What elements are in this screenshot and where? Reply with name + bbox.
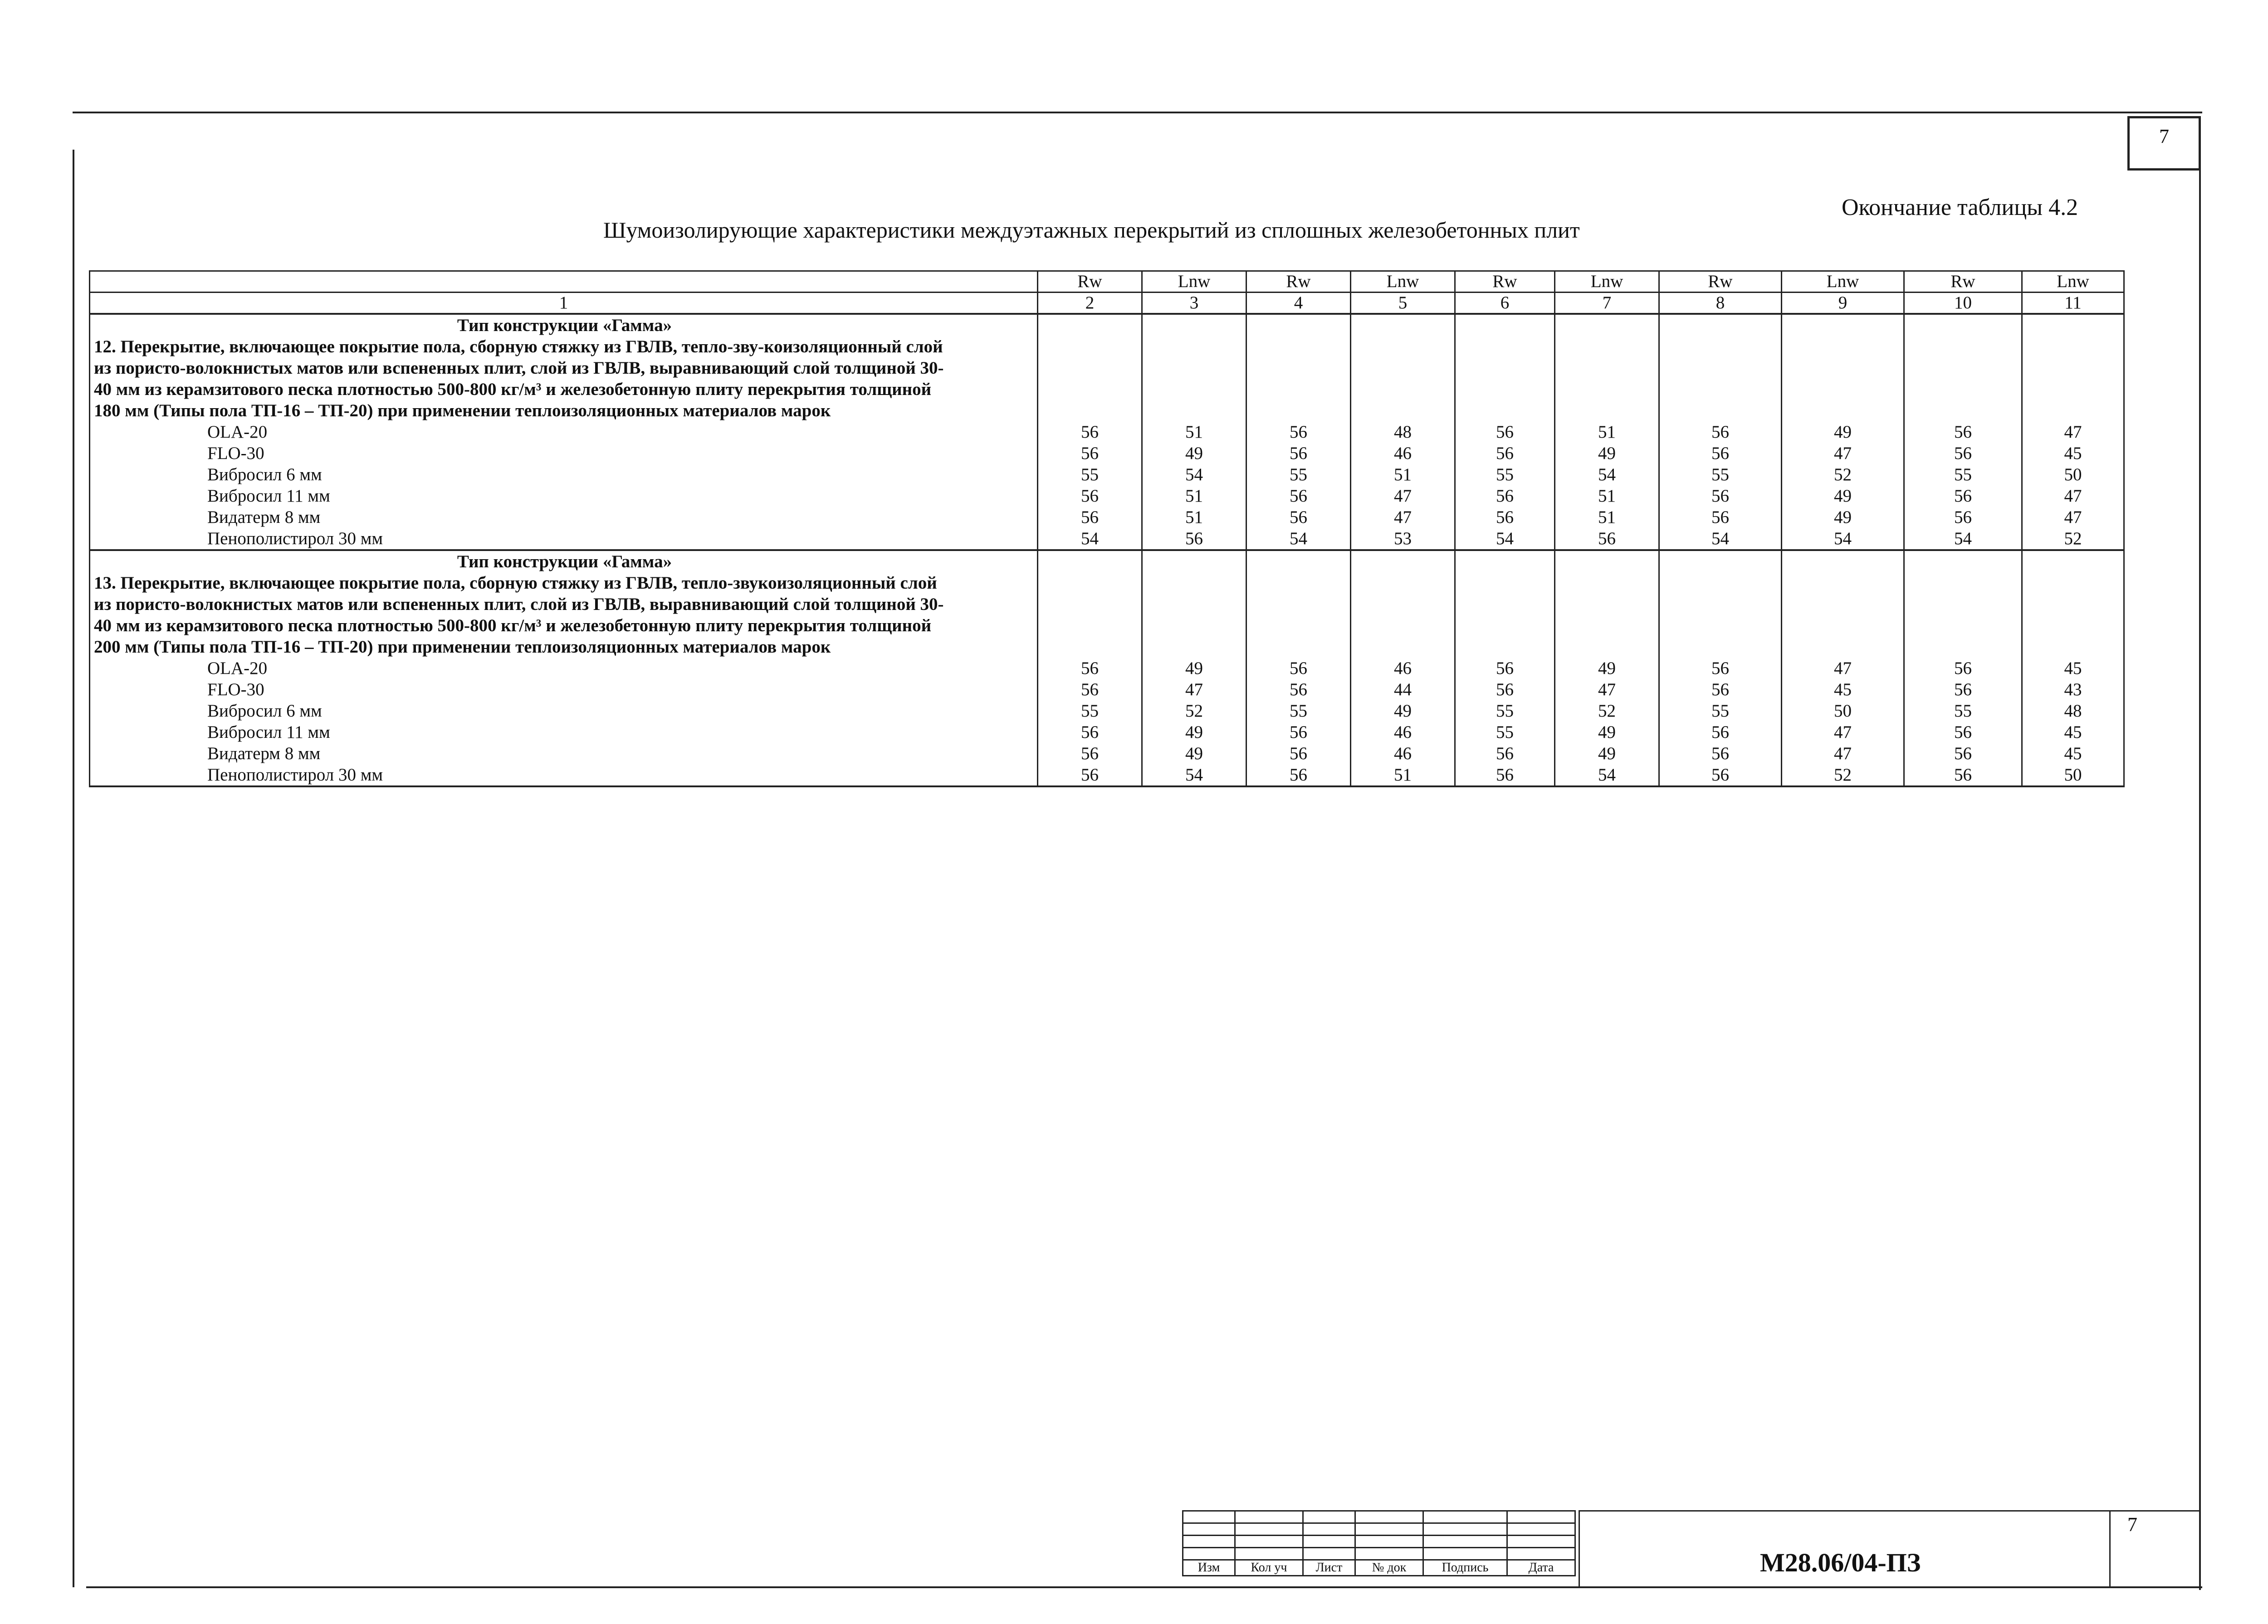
header-cell: Lnw xyxy=(1782,271,1904,293)
table-title: Шумоизолирующие характеристики междуэтажных перекрытий из сплошных железобетонных плит xyxy=(603,217,1580,243)
column-number: 8 xyxy=(1659,293,1782,314)
values-column-10 xyxy=(1904,550,2022,786)
value-cell: 43 xyxy=(2064,680,2082,699)
value-cell: 56 xyxy=(1290,744,1307,763)
values-column-7 xyxy=(1555,314,1659,550)
value-cell: 56 xyxy=(1290,486,1307,506)
material-name: Видатерм 8 мм xyxy=(207,744,321,763)
value-cell: 55 xyxy=(1290,465,1307,484)
value-cell: 56 xyxy=(1081,765,1099,785)
stamp-top-line xyxy=(1579,1510,2200,1512)
column-number: 10 xyxy=(1904,293,2022,314)
value-cell: 49 xyxy=(1394,701,1412,721)
stamp-grid xyxy=(1182,1510,1576,1576)
value-cell: 49 xyxy=(1185,744,1203,763)
value-cell: 56 xyxy=(1290,658,1307,678)
value-cell: 54 xyxy=(1185,765,1203,785)
column-number: 5 xyxy=(1351,293,1455,314)
value-cell: 56 xyxy=(1954,680,1972,699)
stamp-divider xyxy=(1579,1510,1580,1587)
value-cell: 56 xyxy=(1711,765,1729,785)
construction-type-heading: Тип конструкции «Гамма» xyxy=(457,316,672,335)
values-column-8 xyxy=(1659,550,1782,786)
value-cell: 46 xyxy=(1394,658,1412,678)
value-cell: 56 xyxy=(1496,507,1514,527)
material-name: Вибросил 11 мм xyxy=(207,722,330,742)
value-cell: 47 xyxy=(1834,744,1852,763)
value-cell: 47 xyxy=(1834,444,1852,463)
description-line: из пористо-волокнистых матов или вспененных плит, слой из ГВЛВ, выравнивающий слой толщиной 30- xyxy=(94,358,944,378)
stamp-column-label: Подпись xyxy=(1423,1560,1507,1576)
value-cell: 56 xyxy=(1711,722,1729,742)
value-cell: 51 xyxy=(1185,486,1203,506)
value-cell: 56 xyxy=(1711,658,1729,678)
value-cell: 56 xyxy=(1081,722,1099,742)
column-number: 9 xyxy=(1782,293,1904,314)
value-cell: 47 xyxy=(1834,722,1852,742)
stamp-column-label: Кол уч xyxy=(1235,1560,1303,1576)
values-column-6 xyxy=(1455,550,1555,786)
value-cell: 45 xyxy=(2064,658,2082,678)
description-line: 180 мм (Типы пола ТП-16 – ТП-20) при применении теплоизоляционных материалов марок xyxy=(94,401,831,420)
material-name: FLO-30 xyxy=(207,444,264,463)
value-cell: 56 xyxy=(1711,507,1729,527)
material-name: Вибросил 6 мм xyxy=(207,465,322,484)
value-cell: 49 xyxy=(1185,658,1203,678)
value-cell: 52 xyxy=(1834,465,1852,484)
value-cell: 54 xyxy=(1185,465,1203,484)
value-cell: 47 xyxy=(1394,507,1412,527)
value-cell: 55 xyxy=(1954,701,1972,721)
column-number: 3 xyxy=(1142,293,1246,314)
material-name: OLA-20 xyxy=(207,658,268,678)
value-cell: 51 xyxy=(1185,507,1203,527)
value-cell: 56 xyxy=(1081,507,1099,527)
value-cell: 55 xyxy=(1954,465,1972,484)
column-number: 2 xyxy=(1038,293,1142,314)
stamp-column-label: Изм xyxy=(1183,1560,1235,1576)
value-cell: 56 xyxy=(1598,529,1616,548)
value-cell: 47 xyxy=(1598,680,1616,699)
bottom-frame-line xyxy=(86,1586,2202,1588)
values-column-2 xyxy=(1038,550,1142,786)
material-name: Пенополистирол 30 мм xyxy=(207,529,383,548)
header-cell: Lnw xyxy=(1351,271,1455,293)
column-number: 7 xyxy=(1555,293,1659,314)
column-number: 1 xyxy=(90,293,1038,314)
value-cell: 56 xyxy=(1954,744,1972,763)
value-cell: 51 xyxy=(1598,422,1616,442)
value-cell: 56 xyxy=(1711,444,1729,463)
value-cell: 47 xyxy=(1834,658,1852,678)
value-cell: 50 xyxy=(2064,465,2082,484)
stamp-column-label: № док xyxy=(1355,1560,1423,1576)
header-cell: Rw xyxy=(1455,271,1555,293)
value-cell: 51 xyxy=(1394,765,1412,785)
column-number: 6 xyxy=(1455,293,1555,314)
header-cell xyxy=(90,271,1038,293)
stamp-column-label: Лист xyxy=(1303,1560,1355,1576)
table-continuation-label: Окончание таблицы 4.2 xyxy=(1842,195,2078,220)
value-cell: 50 xyxy=(1834,701,1852,721)
value-cell: 55 xyxy=(1496,701,1514,721)
values-column-3 xyxy=(1142,550,1246,786)
value-cell: 56 xyxy=(1081,486,1099,506)
material-name: Вибросил 11 мм xyxy=(207,486,330,506)
stamp-sheet-divider xyxy=(2109,1510,2111,1587)
value-cell: 52 xyxy=(2064,529,2082,548)
values-column-10 xyxy=(1904,314,2022,550)
header-cell: Lnw xyxy=(1555,271,1659,293)
value-cell: 56 xyxy=(1081,422,1099,442)
value-cell: 54 xyxy=(1081,529,1099,548)
value-cell: 56 xyxy=(1711,486,1729,506)
value-cell: 56 xyxy=(1081,680,1099,699)
right-frame-line xyxy=(2199,171,2201,1590)
value-cell: 44 xyxy=(1394,680,1412,699)
material-name: FLO-30 xyxy=(207,680,264,699)
value-cell: 56 xyxy=(1954,507,1972,527)
value-cell: 49 xyxy=(1834,486,1852,506)
value-cell: 53 xyxy=(1394,529,1412,548)
description-line: 12. Перекрытие, включающее покрытие пола, сборную стяжку из ГВЛВ, тепло-зву-коизоляционный слой xyxy=(94,337,943,356)
value-cell: 56 xyxy=(1290,722,1307,742)
sheet-number: 7 xyxy=(2127,1513,2137,1536)
value-cell: 55 xyxy=(1496,465,1514,484)
value-cell: 54 xyxy=(1598,765,1616,785)
value-cell: 45 xyxy=(1834,680,1852,699)
value-cell: 56 xyxy=(1185,529,1203,548)
value-cell: 46 xyxy=(1394,722,1412,742)
values-column-7 xyxy=(1555,550,1659,786)
value-cell: 54 xyxy=(1954,529,1972,548)
value-cell: 56 xyxy=(1496,444,1514,463)
value-cell: 54 xyxy=(1598,465,1616,484)
value-cell: 48 xyxy=(1394,422,1412,442)
value-cell: 49 xyxy=(1598,658,1616,678)
header-cell: Lnw xyxy=(2022,271,2124,293)
description-line: 40 мм из керамзитового песка плотностью 500-800 кг/м³ и железобетонную плиту перекрытия толщиной xyxy=(94,616,932,635)
value-cell: 51 xyxy=(1598,507,1616,527)
header-cell: Rw xyxy=(1038,271,1142,293)
value-cell: 48 xyxy=(2064,701,2082,721)
value-cell: 55 xyxy=(1290,701,1307,721)
value-cell: 45 xyxy=(2064,722,2082,742)
value-cell: 54 xyxy=(1711,529,1729,548)
value-cell: 56 xyxy=(1081,658,1099,678)
values-column-6 xyxy=(1455,314,1555,550)
values-column-5 xyxy=(1351,314,1455,550)
value-cell: 56 xyxy=(1290,765,1307,785)
values-column-8 xyxy=(1659,314,1782,550)
value-cell: 52 xyxy=(1834,765,1852,785)
material-name: Пенополистирол 30 мм xyxy=(207,765,383,785)
values-column-5 xyxy=(1351,550,1455,786)
description-line: 13. Перекрытие, включающее покрытие пола, сборную стяжку из ГВЛВ, тепло-звукоизоляционный слой xyxy=(94,573,937,593)
value-cell: 56 xyxy=(1711,744,1729,763)
value-cell: 49 xyxy=(1598,744,1616,763)
construction-description-cell xyxy=(90,550,1038,786)
description-line: 200 мм (Типы пола ТП-16 – ТП-20) при применении теплоизоляционных материалов марок xyxy=(94,637,831,657)
value-cell: 45 xyxy=(2064,744,2082,763)
value-cell: 56 xyxy=(1954,722,1972,742)
left-frame-line xyxy=(73,150,74,1587)
value-cell: 51 xyxy=(1598,486,1616,506)
values-column-4 xyxy=(1246,550,1351,786)
value-cell: 50 xyxy=(2064,765,2082,785)
value-cell: 55 xyxy=(1081,465,1099,484)
value-cell: 56 xyxy=(1954,658,1972,678)
column-number: 11 xyxy=(2022,293,2124,314)
value-cell: 46 xyxy=(1394,444,1412,463)
page-number-top: 7 xyxy=(2127,116,2201,171)
header-cell: Rw xyxy=(1659,271,1782,293)
material-name: Вибросил 6 мм xyxy=(207,701,322,721)
column-number: 4 xyxy=(1246,293,1351,314)
value-cell: 55 xyxy=(1081,701,1099,721)
description-line: из пористо-волокнистых матов или вспененных плит, слой из ГВЛВ, выравнивающий слой толщиной 30- xyxy=(94,595,944,614)
value-cell: 56 xyxy=(1496,744,1514,763)
value-cell: 55 xyxy=(1496,722,1514,742)
value-cell: 54 xyxy=(1496,529,1514,548)
values-column-11 xyxy=(2022,550,2124,786)
value-cell: 56 xyxy=(1496,680,1514,699)
value-cell: 55 xyxy=(1711,465,1729,484)
value-cell: 56 xyxy=(1496,422,1514,442)
values-column-9 xyxy=(1782,550,1904,786)
value-cell: 54 xyxy=(1290,529,1307,548)
value-cell: 46 xyxy=(1394,744,1412,763)
construction-type-heading: Тип конструкции «Гамма» xyxy=(457,552,672,571)
noise-insulation-table xyxy=(89,270,2125,787)
value-cell: 56 xyxy=(1081,744,1099,763)
header-row-1 xyxy=(90,271,2124,293)
value-cell: 56 xyxy=(1081,444,1099,463)
construction-block-12 xyxy=(90,314,2124,550)
value-cell: 49 xyxy=(1834,507,1852,527)
values-column-3 xyxy=(1142,314,1246,550)
stamp-column-label: Дата xyxy=(1507,1560,1575,1576)
material-name: OLA-20 xyxy=(207,422,268,442)
value-cell: 49 xyxy=(1598,722,1616,742)
header-cell: Rw xyxy=(1246,271,1351,293)
header-cell: Lnw xyxy=(1142,271,1246,293)
description-line: 40 мм из керамзитового песка плотностью 500-800 кг/м³ и железобетонную плиту перекрытия толщиной xyxy=(94,380,932,399)
value-cell: 56 xyxy=(1496,486,1514,506)
value-cell: 47 xyxy=(1185,680,1203,699)
value-cell: 52 xyxy=(1598,701,1616,721)
values-column-9 xyxy=(1782,314,1904,550)
value-cell: 56 xyxy=(1290,507,1307,527)
value-cell: 56 xyxy=(1496,658,1514,678)
value-cell: 56 xyxy=(1954,444,1972,463)
value-cell: 56 xyxy=(1954,486,1972,506)
value-cell: 47 xyxy=(1394,486,1412,506)
construction-block-13 xyxy=(90,550,2124,786)
construction-description-cell xyxy=(90,314,1038,550)
value-cell: 56 xyxy=(1954,422,1972,442)
value-cell: 49 xyxy=(1185,444,1203,463)
header-row-2 xyxy=(90,293,2124,314)
header-cell: Rw xyxy=(1904,271,2022,293)
value-cell: 47 xyxy=(2064,422,2082,442)
values-column-11 xyxy=(2022,314,2124,550)
top-border-line xyxy=(73,112,2202,113)
values-column-4 xyxy=(1246,314,1351,550)
value-cell: 49 xyxy=(1834,422,1852,442)
value-cell: 54 xyxy=(1834,529,1852,548)
value-cell: 49 xyxy=(1598,444,1616,463)
value-cell: 56 xyxy=(1290,422,1307,442)
value-cell: 56 xyxy=(1711,422,1729,442)
value-cell: 56 xyxy=(1954,765,1972,785)
value-cell: 56 xyxy=(1711,680,1729,699)
value-cell: 47 xyxy=(2064,507,2082,527)
value-cell: 51 xyxy=(1394,465,1412,484)
material-name: Видатерм 8 мм xyxy=(207,507,321,527)
values-column-2 xyxy=(1038,314,1142,550)
value-cell: 47 xyxy=(2064,486,2082,506)
value-cell: 45 xyxy=(2064,444,2082,463)
value-cell: 55 xyxy=(1711,701,1729,721)
value-cell: 56 xyxy=(1290,680,1307,699)
value-cell: 56 xyxy=(1496,765,1514,785)
value-cell: 49 xyxy=(1185,722,1203,742)
document-code: М28.06/04-ПЗ xyxy=(1760,1548,1921,1577)
value-cell: 52 xyxy=(1185,701,1203,721)
value-cell: 51 xyxy=(1185,422,1203,442)
value-cell: 56 xyxy=(1290,444,1307,463)
